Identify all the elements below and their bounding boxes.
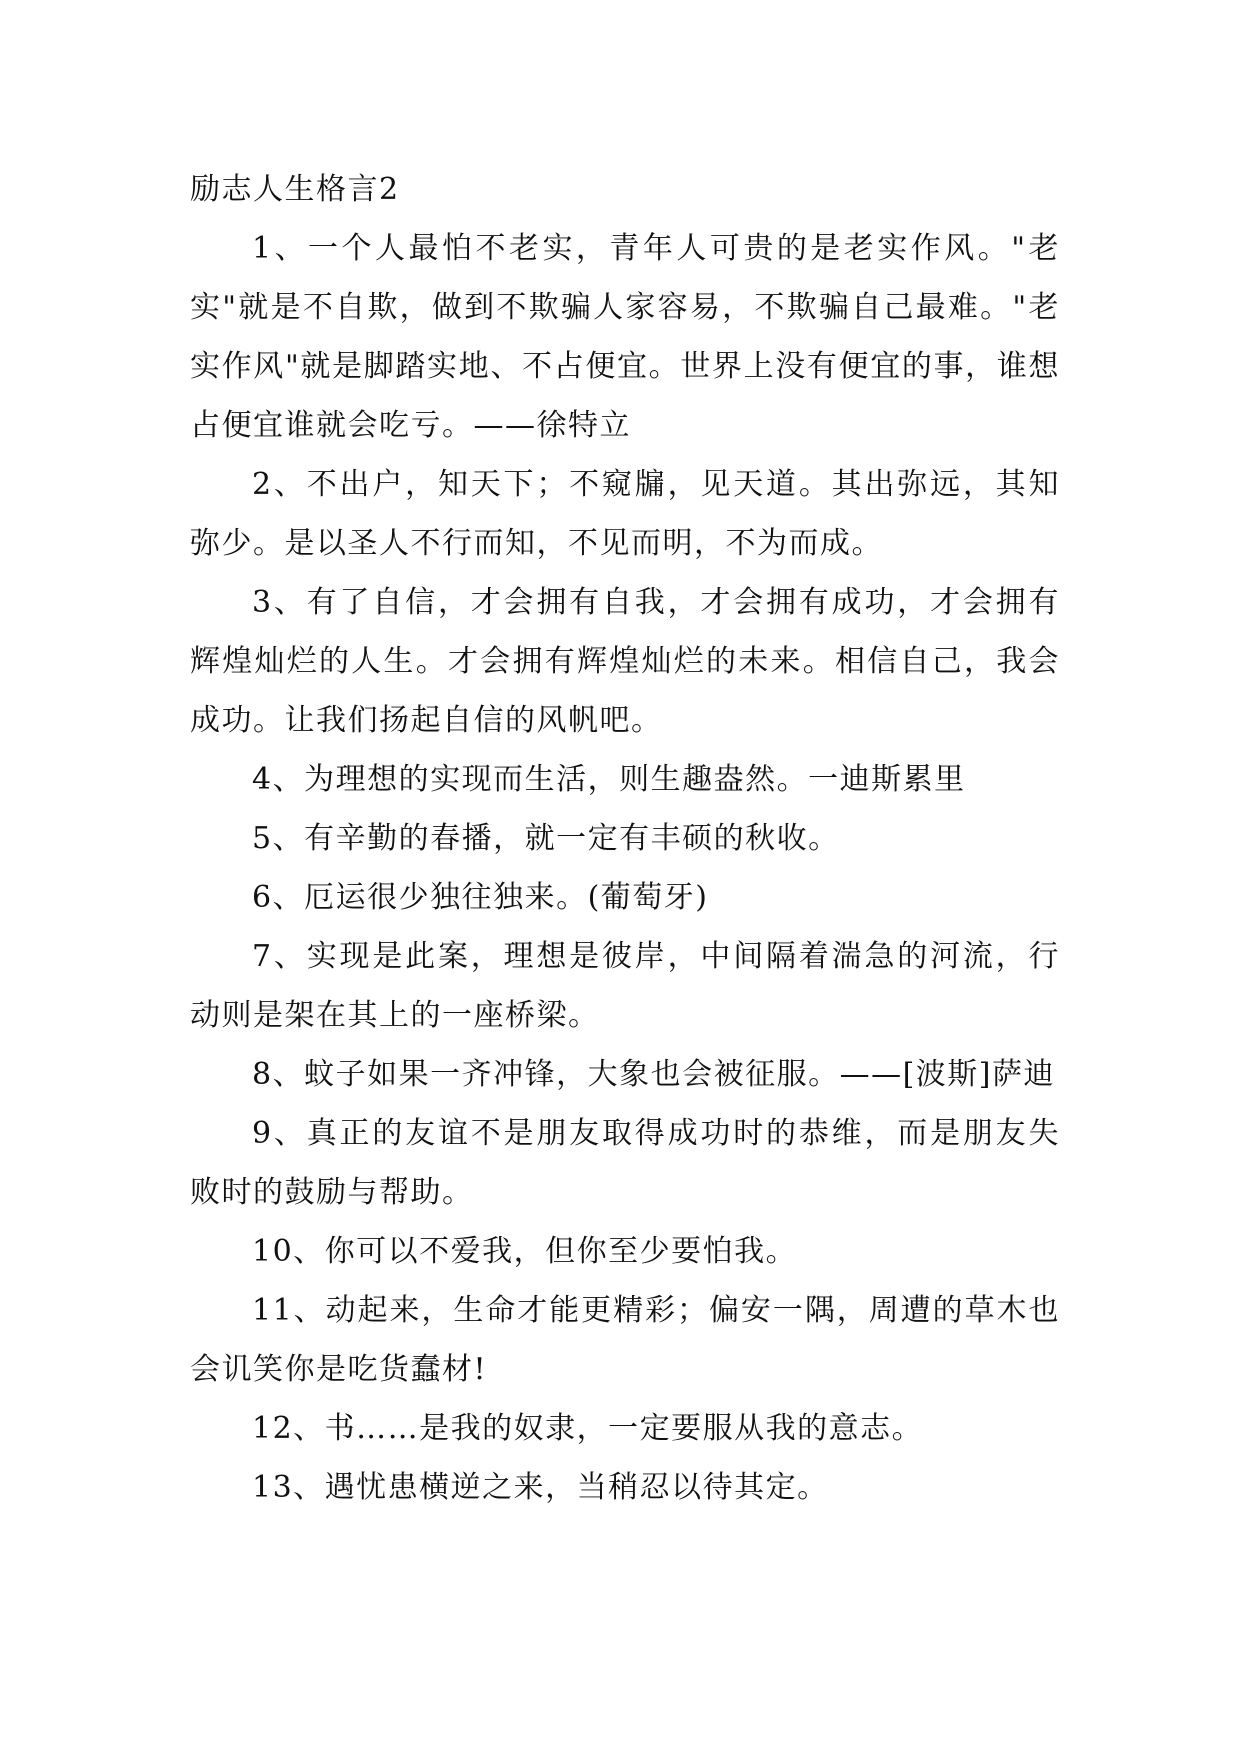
quote-paragraph-13: 13、遇忧患横逆之来，当稍忍以待其定。 [252, 1470, 829, 1505]
quote-paragraph-12: 12、书……是我的奴隶，一定要服从我的意志。 [252, 1411, 924, 1446]
quote-paragraph-4: 4、为理想的实现而生活，则生趣盎然。一迪斯累里 [252, 762, 966, 797]
quote-paragraph-7: 7、实现是此案，理想是彼岸，中间隔着湍急的河流，行动则是架在其上的一座桥梁。 [190, 939, 1060, 1033]
quote-paragraph-9: 9、真正的友谊不是朋友取得成功时的恭维，而是朋友失败时的鼓励与帮助。 [190, 1116, 1060, 1210]
document-body [190, 160, 1060, 1517]
document-title: 励志人生格言2 [190, 172, 400, 207]
quote-paragraph-1: 1、一个人最怕不老实，青年人可贵的是老实作风。"老实"就是不自欺，做到不欺骗人家容易，不欺骗自己最难。"老实作风"就是脚踏实地、不占便宜。世界上没有便宜的事，谁想占便宜谁就会吃亏。——徐特立 [190, 231, 1060, 443]
quote-paragraph-5: 5、有辛勤的春播，就一定有丰硕的秋收。 [252, 821, 840, 856]
quote-paragraph-2: 2、不出户，知天下；不窥牖，见天道。其出弥远，其知弥少。是以圣人不行而知，不见而明，不为而成。 [190, 467, 1060, 561]
quote-paragraph-3: 3、有了自信，才会拥有自我，才会拥有成功，才会拥有辉煌灿烂的人生。才会拥有辉煌灿烂的未来。相信自己，我会成功。让我们扬起自信的风帆吧。 [190, 585, 1060, 738]
quote-paragraph-10: 10、你可以不爱我，但你至少要怕我。 [252, 1234, 798, 1269]
quote-paragraph-6: 6、厄运很少独往独来。(葡萄牙) [252, 880, 709, 915]
quote-paragraph-11: 11、动起来，生命才能更精彩；偏安一隅，周遭的草木也会讥笑你是吃货蠢材! [190, 1293, 1060, 1387]
quote-paragraph-8: 8、蚊子如果一齐冲锋，大象也会被征服。——[波斯]萨迪 [252, 1057, 1055, 1092]
